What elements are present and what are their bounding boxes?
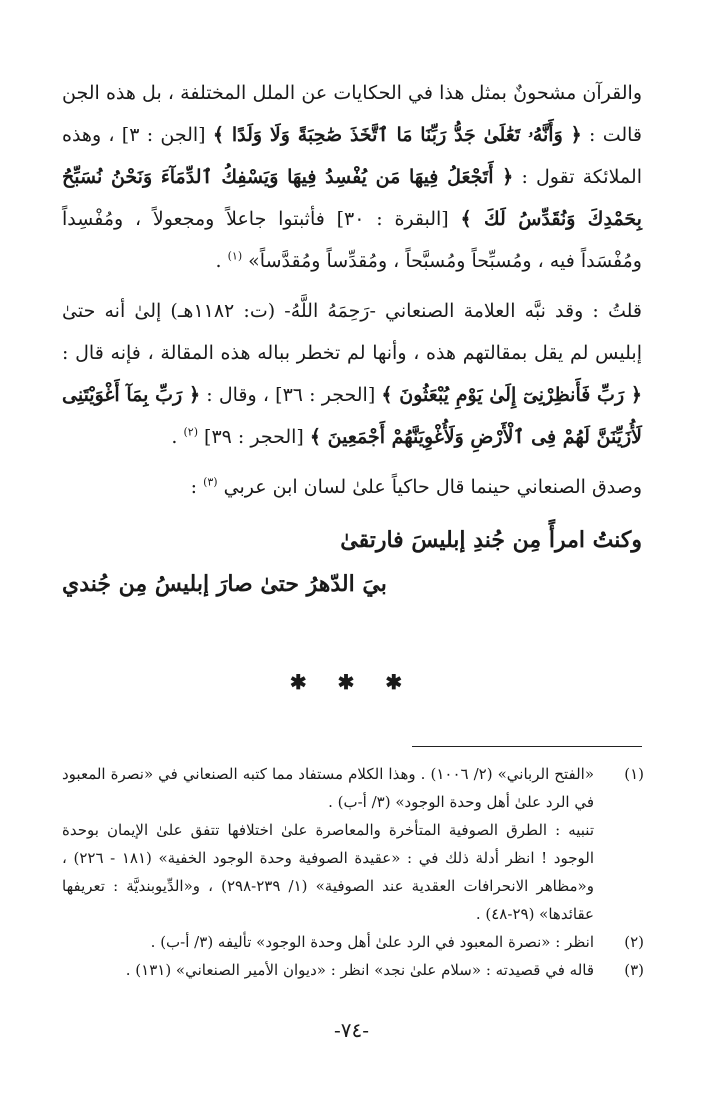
main-text <box>62 72 642 694</box>
poetry-verse-1: وكنتُ امرأً مِن جُندِ إبليسَ فارتقىٰ <box>340 527 642 553</box>
text-run: قلتُ : وقد نبَّه العلامة الصنعاني -رَحِمَهُ اللَّهُ- (ت: ١١٨٢هـ) إلىٰ أنه حتىٰ إبليس لم يقل بمقالتهم هذه ، وأنها لم تخطر بباله هذه المقالة ، فإنه قال : <box>62 300 642 364</box>
paragraph-3 <box>62 466 642 508</box>
footnote-note-text: تنبيه : الطرق الصوفية المتأخرة والمعاصرة علىٰ اختلافها تتفق علىٰ الإيمان بوحدة الوجود ! انظر أدلة ذلك في : «عقيدة الصوفية وحدة الوجود الخفية» (١٨١ - ٢٢٦) ، و«مظاهر الانحرافات العقدية عند الصوفية» (١/ ٢٣٩-٢٩٨) ، و«الدِّيوبنديَّة : تعريفها عقائدها» (٢٩-٤٨) . <box>62 821 594 923</box>
section-separator: ✱ ✱ ✱ <box>289 670 415 694</box>
text-run: وصدق الصنعاني حينما قال حاكياً علىٰ لسان ابن عربي <box>217 476 642 498</box>
footnote-text: قاله في قصيدته : «سلام علىٰ نجد» انظر : «ديوان الأمير الصنعاني» (١٣١) . <box>125 961 594 979</box>
quran-verse: ﴿ رَبِّ فَأَنظِرْنِىٓ إِلَىٰ يَوْمِ يُبْعَثُونَ ﴾ <box>381 384 642 406</box>
text-run: [البقرة : ٣٠] فأثبتوا جاعلاً ومجعولاً ، ومُفْسِداً ومُفْسَداً فيه ، ومُسبِّحاً ومُسبَّحاً ، ومُقدِّساً ومُقدَّساً» <box>62 208 642 272</box>
footnote-1 <box>62 760 644 816</box>
footnote-number: (٣) <box>624 961 644 979</box>
text-run: [الحجر : ٣٦] ، وقال : <box>200 384 382 406</box>
footnote-marker: (٢) <box>183 425 198 439</box>
text-run: [الحجر : ٣٩] <box>198 426 310 448</box>
footnotes <box>62 760 644 984</box>
text-run: . <box>171 426 184 448</box>
quran-verse: ﴿ رَبِّ بِمَآ أَغْوَيْتَنِى لَأُزَيِّنَنَّ لَهُمْ فِى ٱلْأَرْضِ وَلَأُغْوِيَنَّهُمْ أَجْمَعِينَ ﴾ <box>62 384 642 448</box>
footnote-marker: (١) <box>227 249 243 263</box>
footnote-text: «الفتح الرباني» (٢/ ١٠٠٦) . وهذا الكلام مستفاد مما كتبه الصنعاني في «نصرة المعبود في الرد علىٰ أهل وحدة الوجود» (٣/ أ-ب) . <box>62 765 594 811</box>
paragraph-2 <box>62 290 642 458</box>
quran-verse: ﴿ أَتَجْعَلُ فِيهَا مَن يُفْسِدُ فِيهَا وَيَسْفِكُ ٱلدِّمَآءَ وَنَحْنُ نُسَبِّحُ بِحَمْدِكَ وَنُقَدِّسُ لَكَ ﴾ <box>62 166 642 230</box>
footnote-number: (٢) <box>624 933 644 951</box>
page-number: -٧٤- <box>333 1018 369 1042</box>
footnote-note <box>62 816 644 928</box>
text-run: [الجن : ٣] ، وهذه الملائكة تقول : <box>62 124 642 188</box>
text-run: والقرآن مشحونٌ بمثل هذا في الحكايات عن الملل المختلفة ، بل هذه الجن قالت : <box>62 82 643 146</box>
text-run: : <box>190 476 204 498</box>
footnote-indent <box>594 816 644 928</box>
footnote-text: انظر : «نصرة المعبود في الرد علىٰ أهل وحدة الوجود» تأليفه (٣/ أ-ب) . <box>150 933 594 951</box>
quran-verse: ﴿ وَأَنَّهُۥ تَعَٰلَىٰ جَدُّ رَبِّنَا مَا ٱتَّخَذَ صَٰحِبَةً وَلَا وَلَدًا ﴾ <box>212 124 582 146</box>
footnote-2 <box>62 928 644 956</box>
footnote-divider <box>412 746 642 747</box>
poetry-verse-2: بيَ الدّهرُ حتىٰ صارَ إبليسُ مِن جُندي <box>62 571 387 597</box>
paragraph-1 <box>62 72 642 282</box>
footnote-marker: (٣) <box>203 475 218 489</box>
footnote-number: (١) <box>624 765 644 783</box>
footnote-3 <box>62 956 644 984</box>
text-run: . <box>215 250 228 272</box>
